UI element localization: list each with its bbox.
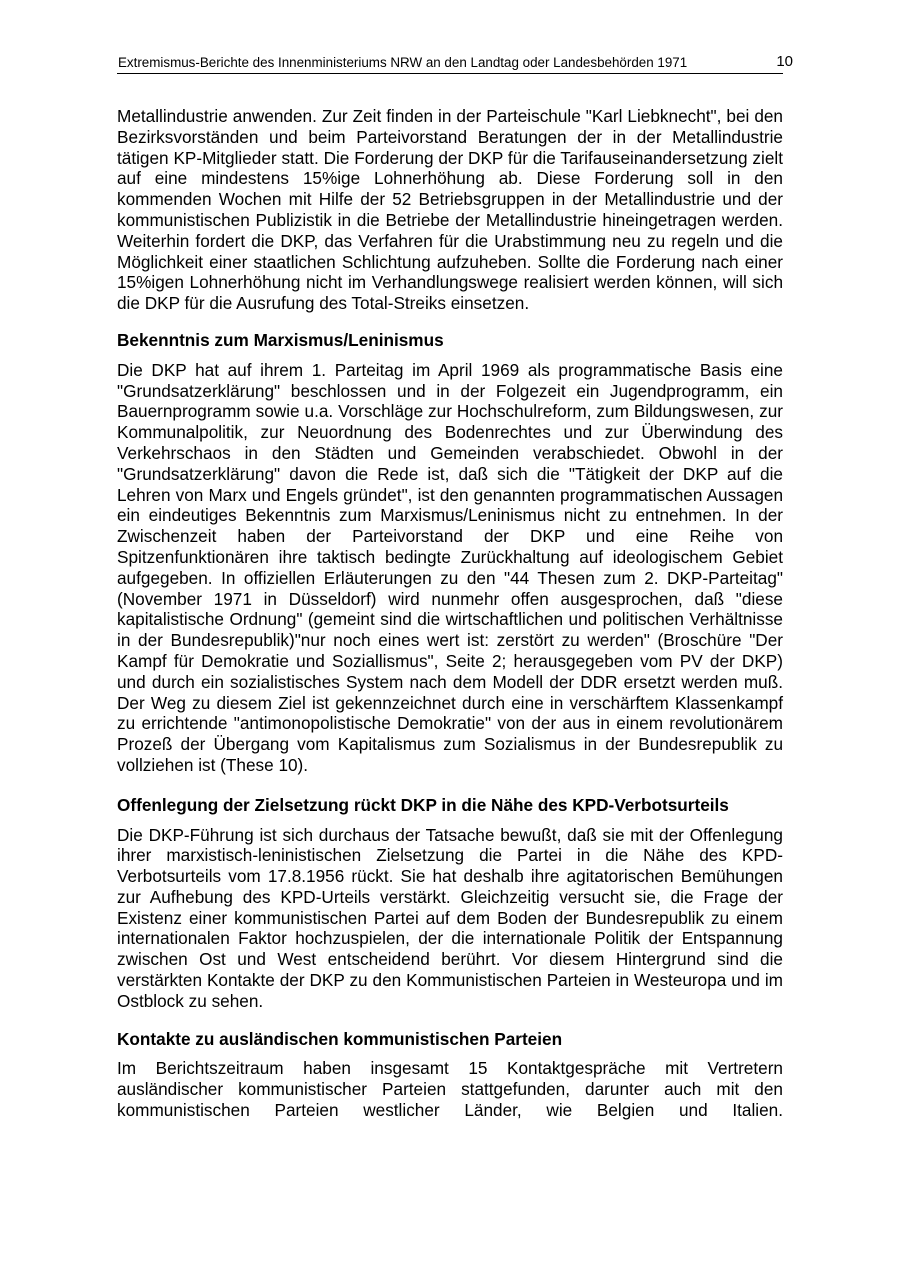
paragraph-marxismus: Die DKP hat auf ihrem 1. Parteitag im April 1969 als programmatische Basis eine "Grundsatzerklärung" beschlossen und in der Folgezeit ein Jugendprogramm, ein Bauernprogramm sowie u.a. Vorschläge zur Hochschulreform, zum Bildungswesen, zur Kommunalpolitik, zur Neuordnung des Bodenrechtes und zur Überwindung des Verkehrschaos in den Städten und Gemeinden verabschiedet. Obwohl in der "Grundsatzerklärung" davon die Rede ist, daß sich die "Tätigkeit der DKP auf die Lehren von Marx und Engels gründet", ist den genannten programmatischen Aussagen ein eindeutiges Bekenntnis zum Marxismus/Leninismus nicht zu entnehmen. In der Zwischenzeit haben der Parteivorstand der DKP und eine Reihe von Spitzenfunktionären ihre taktisch bedingte Zurückhaltung auf ideologischem Gebiet aufgegeben. In offiziellen Erläuterungen zu den "44 Thesen zum 2. DKP-Parteitag" (November 1971 in Düsseldorf) wird nunmehr offen ausgesprochen, daß "diese kapitalistische Ordnung" (gemeint sind die wirtschaftlichen und politischen Verhältnisse in der Bundesrepublik)"nur noch eines wert ist: zerstört zu werden" (Broschüre "Der Kampf für Demokratie und Soziallismus", Seite 2; herausgegeben vom PV der DKP) und durch ein sozialistisches System nach dem Modell der DDR ersetzt werden muß. Der Weg zu diesem Ziel ist gekennzeichnet durch eine in verschärftem Klassenkampf zu errichtende "antimonopolistische Demokratie" von der aus in einem revolutionärem Prozeß der Übergang vom Kapitalismus zum Sozialismus in der Bundesrepublik zu vollziehen ist (These 10). bbox=[117, 359, 783, 775]
document-body bbox=[117, 106, 783, 1121]
header-title: Extremismus-Berichte des Innenministeriums NRW an den Landtag oder Landesbehörden 1971 bbox=[118, 55, 688, 70]
page-number: 10 bbox=[776, 53, 793, 70]
paragraph-offenlegung: Die DKP-Führung ist sich durchaus der Tatsache bewußt, daß sie mit der Offenlegung ihrer marxistisch-leninistischen Zielsetzung die Partei in die Nähe des KPD-Verbotsurteils vom 17.8.1956 rückt. Sie hat deshalb ihre agitatorischen Bemühungen zur Aufhebung des KPD-Urteils verstärkt. Gleichzeitig versucht sie, die Frage der Existenz einer kommunistischen Partei auf dem Boden der Bundesrepublik zu einem internationalen Faktor hochzuspielen, der die internationale Politik der Entspannung zwischen Ost und West entscheidend berührt. Vor diesem Hintergrund sind die verstärkten Kontakte der DKP zu den Kommunistischen Parteien in Westeuropa und im Ostblock zu sehen. bbox=[117, 824, 783, 1011]
paragraph-metallindustrie: Metallindustrie anwenden. Zur Zeit finden in der Parteischule "Karl Liebknecht", bei den Bezirksvorständen und beim Parteivorstand Beratungen der in der Metallindustrie tätigen KP-Mitglieder statt. Die Forderung der DKP für die Tarifauseinandersetzung zielt auf eine mindestens 15%ige Lohnerhöhung ab. Diese Forderung soll in den kommenden Wochen mit Hilfe der 52 Betriebsgruppen in der Metallindustrie und der kommunistischen Publizistik in die Betriebe der Metallindustrie hineingetragen werden. Weiterhin fordert die DKP, das Verfahren für die Urabstimmung neu zu regeln und die Möglichkeit einer staatlichen Schlichtung aufzuheben. Sollte die Forderung nach einer 15%igen Lohnerhöhung nicht im Verhandlungswege realisiert werden können, will sich die DKP für die Ausrufung des Total-Streiks einsetzen. bbox=[117, 106, 783, 314]
section-heading-marxismus: Bekenntnis zum Marxismus/Leninismus bbox=[117, 329, 444, 350]
paragraph-kontakte: Im Berichtszeitraum haben insgesamt 15 Kontaktgespräche mit Vertretern ausländischer kommunistischer Parteien stattgefunden, darunter auch mit den kommunistischen Parteien westlicher Länder, wie Belgien und Italien. bbox=[117, 1058, 783, 1121]
section-heading-offenlegung: Offenlegung der Zielsetzung rückt DKP in die Nähe des KPD-Verbotsurteils bbox=[117, 794, 729, 815]
section-heading-kontakte: Kontakte zu ausländischen kommunistischen Parteien bbox=[117, 1028, 563, 1049]
page-header bbox=[117, 53, 793, 74]
